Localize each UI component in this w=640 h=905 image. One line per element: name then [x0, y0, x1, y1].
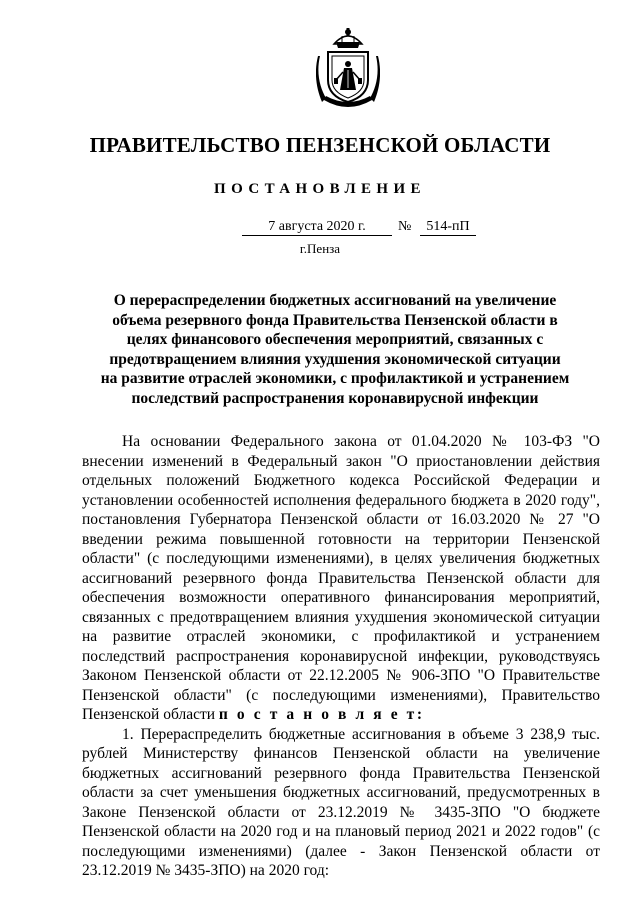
number-sign: №: [398, 219, 412, 234]
document-number: 514-пП: [420, 218, 476, 236]
organization-title: ПРАВИТЕЛЬСТВО ПЕНЗЕНСКОЙ ОБЛАСТИ: [89, 133, 551, 157]
city: г.Пенза: [299, 241, 341, 256]
coat-of-arms-emblem: [316, 28, 380, 110]
preamble-text: На основании Федерального закона от 01.04.2020 № 103-ФЗ "О внесении изменений в Федеральный закон "О приостановлении действия отдельных положений Бюджетного кодекса Российской Федерации и установлении особенностей исполнения федерального бюджета в 2020 году", постановления Губернатора Пензенской области от 16.03.2020 № 27 "О введении режима повышенной готовности на территории Пензенской области" (с последующими изменениями), в целях увеличения бюджетных ассигнований резервного фонда Правительства Пензенской области для обеспечения возможности оперативного финансирования мероприятий, связанных с предотвращением влияния ухудшения экономической ситуации на развитие отраслей экономики, с профилактикой и устранением последствий распространения коронавирусной инфекции, руководствуясь Законом Пензенской области от 22.12.2005 № 906-ЗПО "О Правительстве Пензенской области" (с последующими изменениями), Правительство Пензенской области: [82, 433, 600, 723]
resolves-text: п о с т а н о в л я е т:: [218, 706, 425, 723]
preamble-paragraph: [82, 432, 600, 725]
document-body: [82, 432, 600, 881]
item-1-paragraph: 1. Перераспределить бюджетные ассигнования в объеме 3 238,9 тыс. рублей Министерству финансов Пензенской области на увеличение бюджетных ассигнований резервного фонда Правительства Пензенской области за счет уменьшения бюджетных ассигнований, предусмотренных в Законе Пензенской области от 23.12.2019 № 3435-ЗПО "О бюджете Пензенской области на 2020 год и на плановый период 2021 и 2022 годов" (с последующими изменениями) (далее - Закон Пензенской области от 23.12.2019 № 3435-ЗПО) на 2020 год:: [82, 725, 600, 879]
document-type: ПОСТАНОВЛЕНИЕ: [214, 181, 426, 197]
document-subject-title: О перераспределении бюджетных ассигнований на увеличение объема резервного фонда Правительства Пензенской области в целях финансового обеспечения мероприятий, связанных с предотвращением влияния ухудшения экономической ситуации на развитие отраслей экономики, с профилактикой и устранением последствий распространения коронавирусной инфекции: [100, 292, 570, 407]
document-date: 7 августа 2020 г.: [242, 218, 392, 236]
